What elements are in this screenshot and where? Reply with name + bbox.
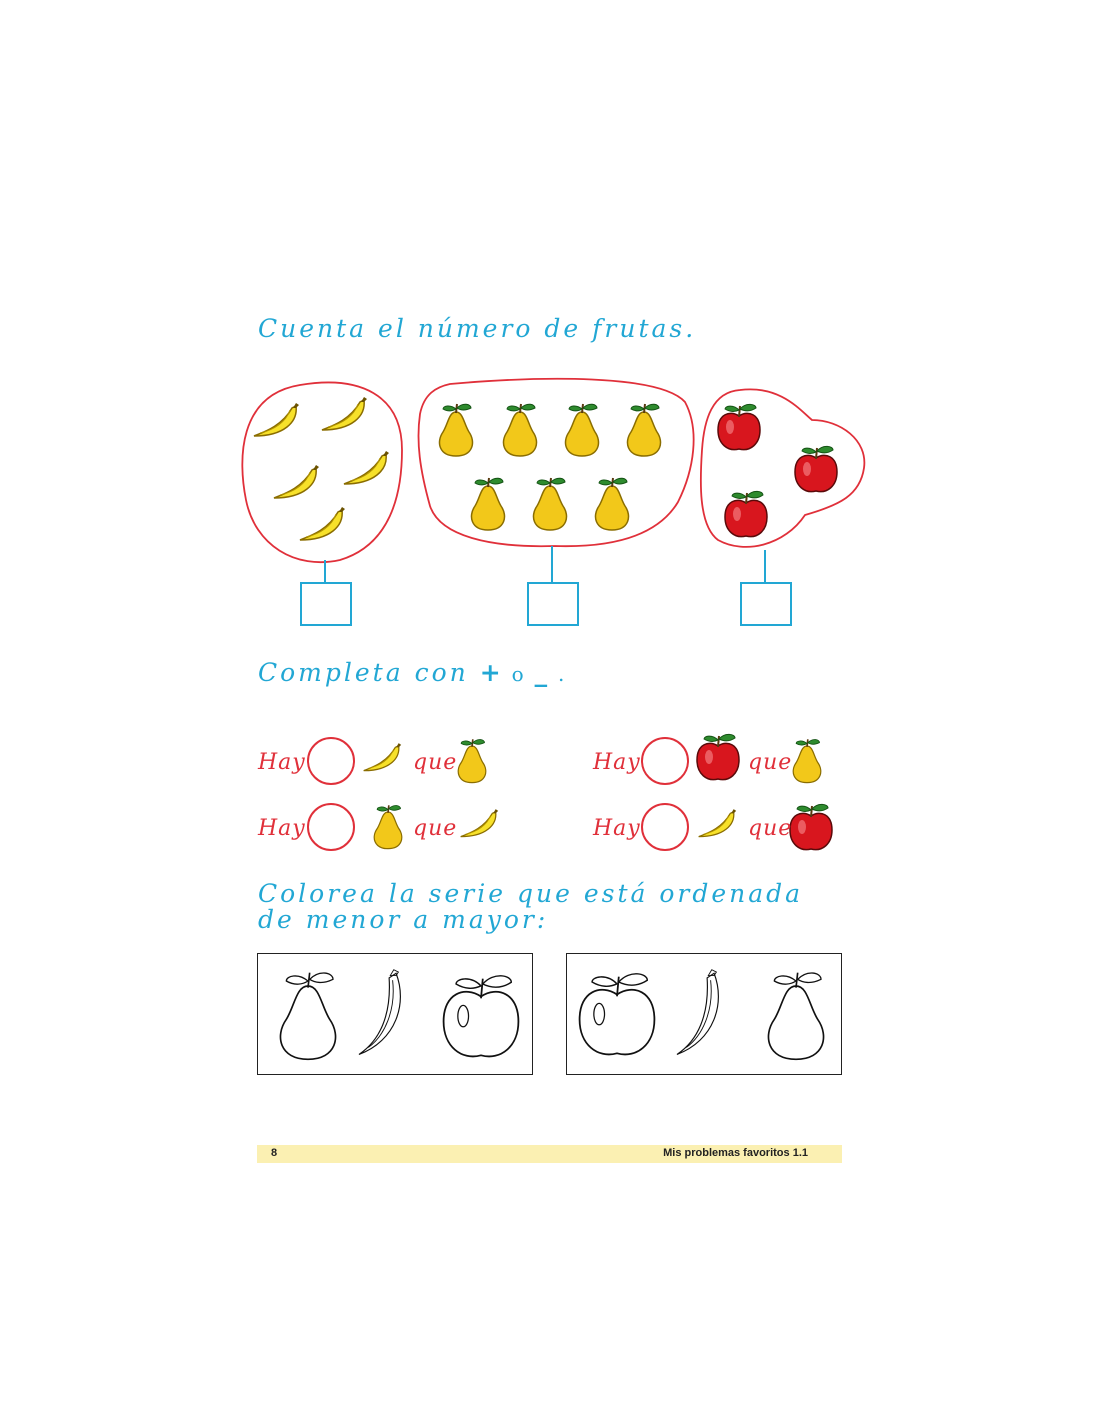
- apple-icon: [795, 446, 837, 491]
- comparison-word-hay: Hay: [593, 750, 641, 775]
- pear-icon: [565, 404, 598, 456]
- color-series-instruction: Colorea la serie que está ordenada de menor a mayor:: [258, 879, 804, 934]
- comparison-word-hay: Hay: [593, 816, 641, 841]
- comparison-word-que: que: [748, 816, 793, 841]
- pear-group: [439, 404, 660, 530]
- pear-icon: [627, 404, 660, 456]
- banana-icon: [322, 397, 367, 430]
- or-word: o: [511, 662, 524, 686]
- apple-count-box[interactable]: [740, 582, 792, 626]
- apple-icon: [697, 734, 739, 779]
- complete-suffix: .: [558, 662, 565, 686]
- pear-icon: [533, 478, 566, 530]
- banana-group: [254, 397, 389, 540]
- banana-icon: [274, 465, 319, 498]
- banana-icon: [344, 451, 389, 484]
- banana-icon: [300, 507, 345, 540]
- banana-icon: [461, 809, 499, 837]
- comparison-word-hay: Hay: [258, 816, 306, 841]
- pear-icon: [439, 404, 472, 456]
- banana-count-box[interactable]: [300, 582, 352, 626]
- apple-icon: [725, 491, 767, 536]
- pear-icon: [793, 739, 821, 782]
- count-instruction: Cuenta el número de frutas.: [258, 314, 697, 343]
- banana-icon: [254, 403, 299, 436]
- plus-symbol: +: [479, 658, 501, 687]
- pear-icon: [595, 478, 628, 530]
- comparison-word-que: que: [413, 816, 458, 841]
- page-number: 8: [271, 1147, 278, 1159]
- apple-icon: [790, 804, 832, 849]
- comparison-answer-circle[interactable]: [641, 737, 689, 785]
- banana-icon: [699, 809, 737, 837]
- series-box-2[interactable]: [566, 953, 842, 1075]
- complete-instruction: [258, 658, 564, 687]
- series-box-1[interactable]: [257, 953, 533, 1075]
- pear-icon: [458, 739, 486, 782]
- comparison-answer-circle[interactable]: [641, 803, 689, 851]
- complete-prefix: Completa con: [258, 658, 469, 687]
- minus-symbol: _: [534, 658, 548, 687]
- book-title: Mis problemas favoritos 1.1: [663, 1147, 808, 1159]
- comparison-answer-circle[interactable]: [307, 737, 355, 785]
- comparison-answer-circle[interactable]: [307, 803, 355, 851]
- pear-count-box[interactable]: [527, 582, 579, 626]
- banana-icon: [364, 743, 402, 771]
- comparison-word-hay: Hay: [258, 750, 306, 775]
- pear-icon: [503, 404, 536, 456]
- comparison-word-que: que: [413, 750, 458, 775]
- apple-icon: [718, 404, 760, 449]
- pear-icon: [471, 478, 504, 530]
- apple-group: [718, 404, 837, 536]
- footer-bar: [257, 1145, 842, 1163]
- pear-icon: [374, 805, 402, 848]
- comparison-word-que: que: [748, 750, 793, 775]
